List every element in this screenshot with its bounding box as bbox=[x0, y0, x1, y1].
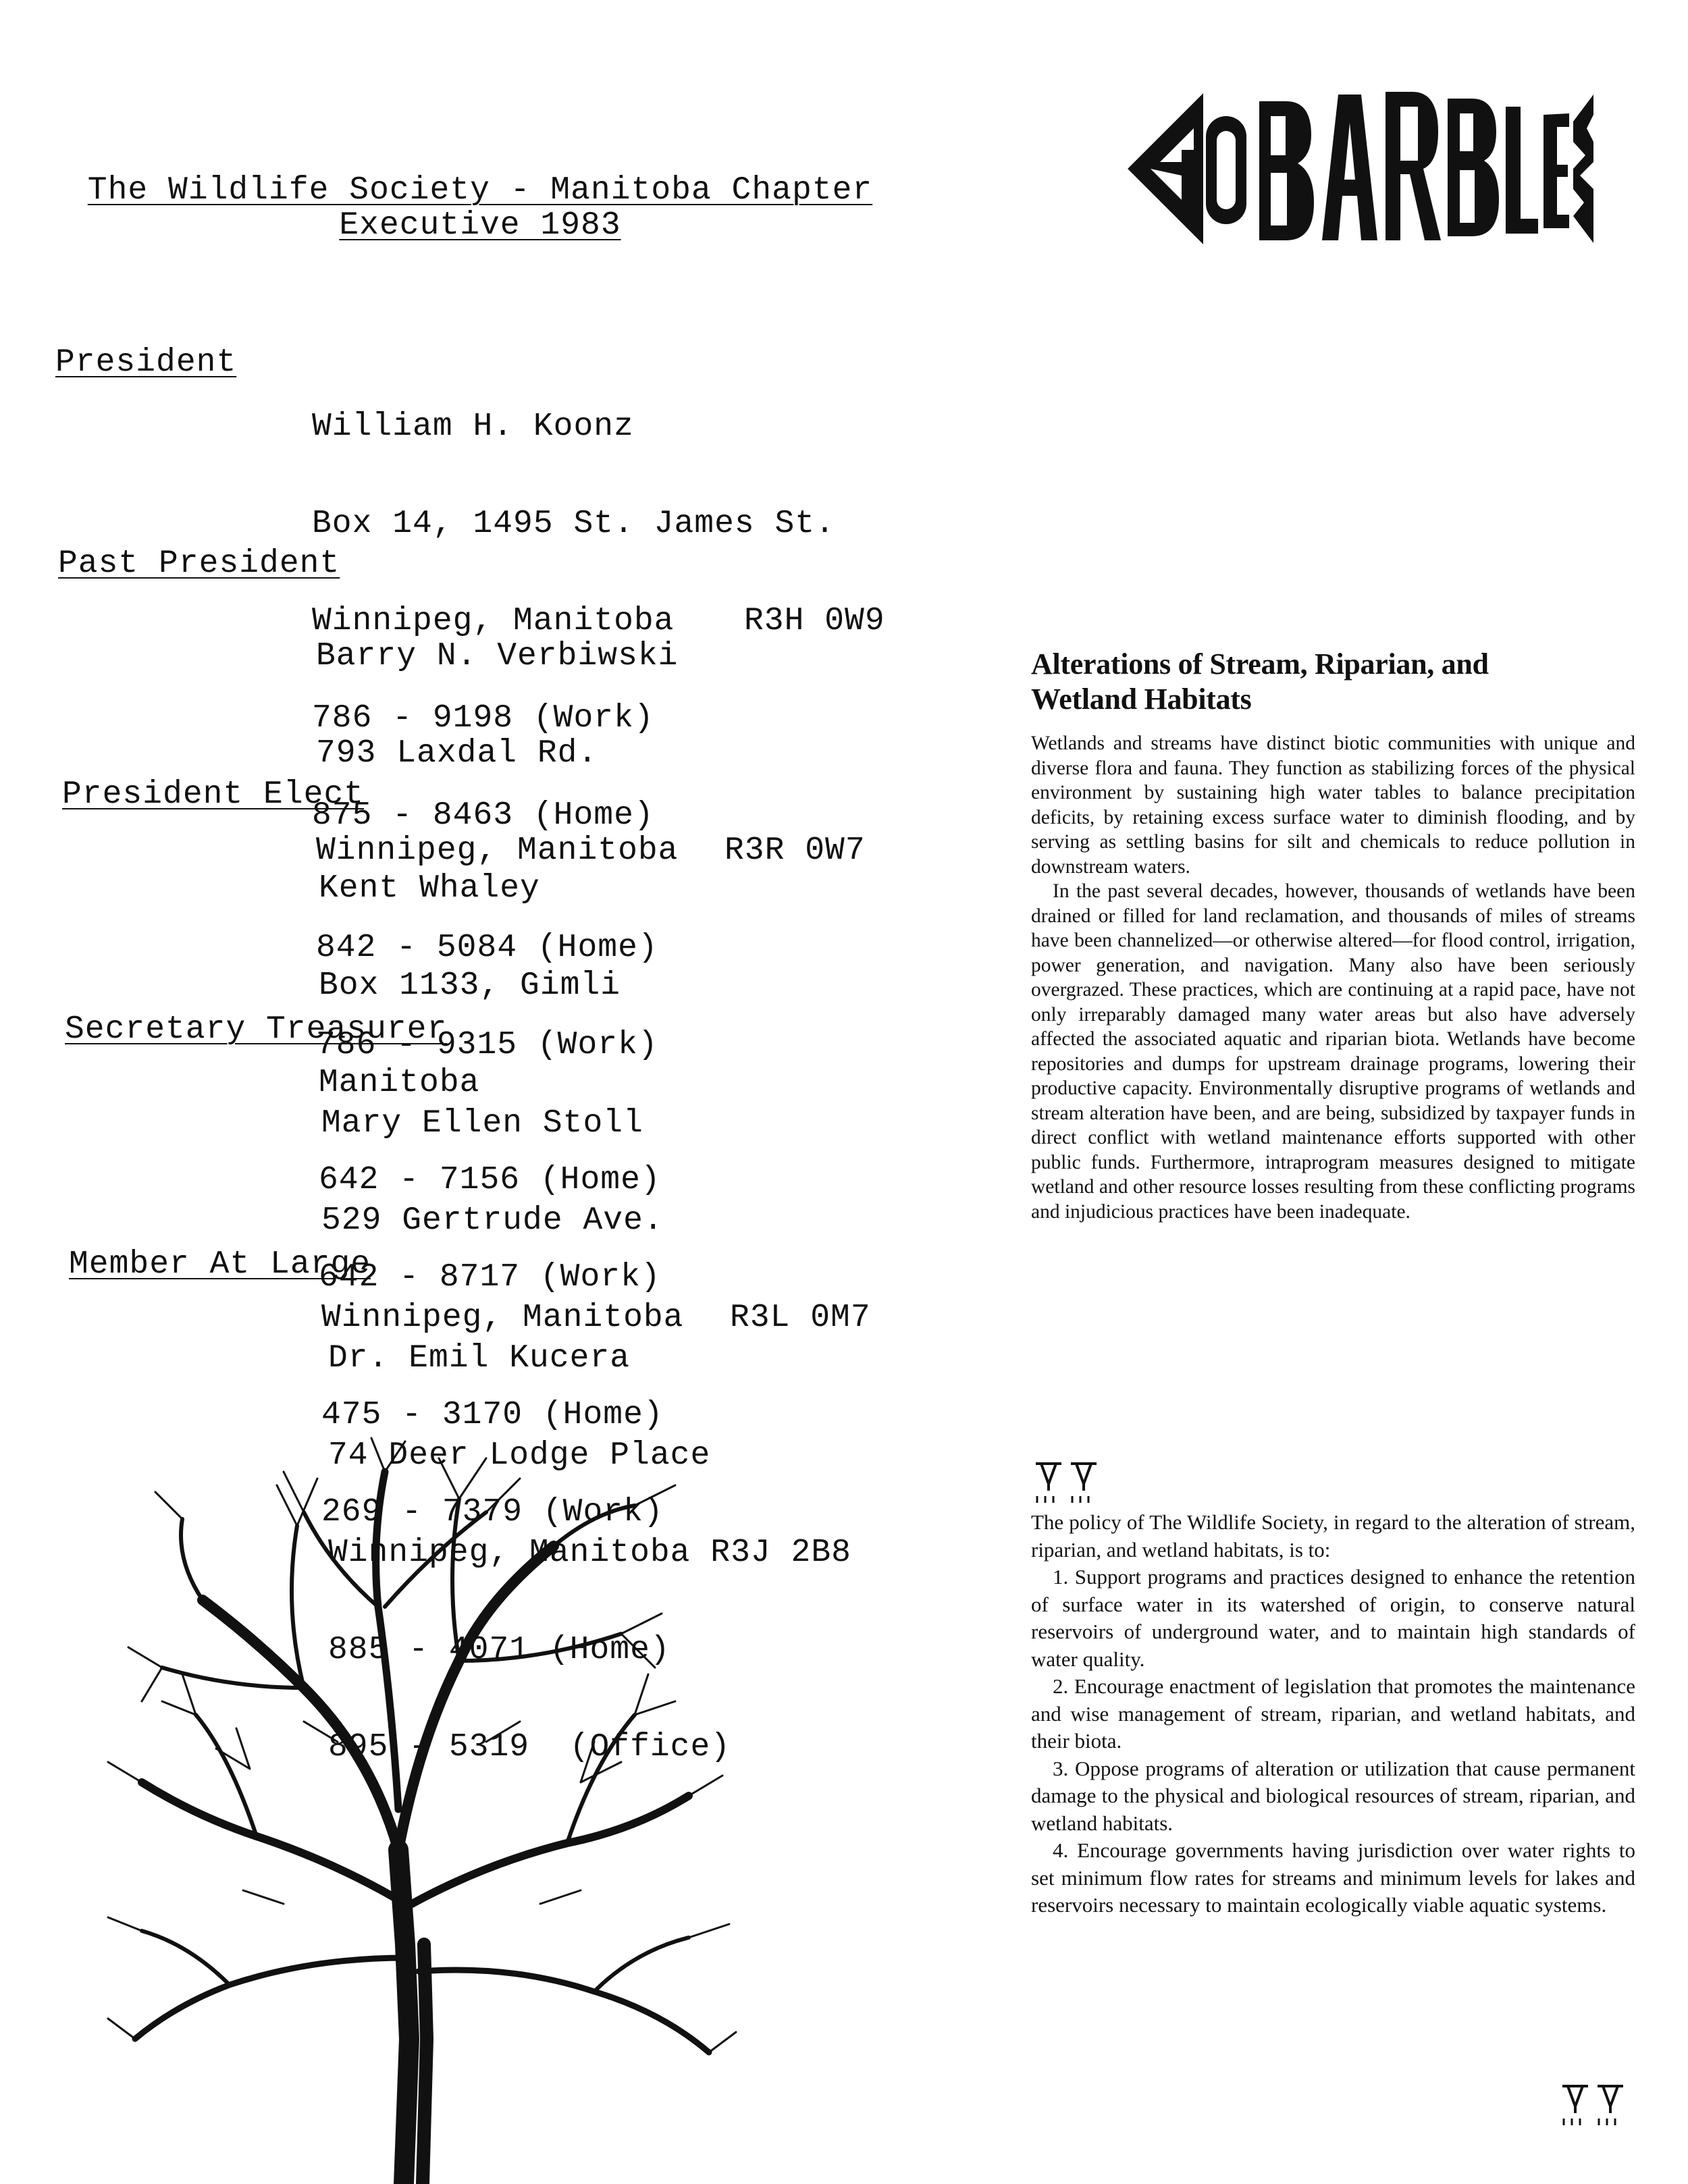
member-postal: R3H 0W9 bbox=[744, 603, 885, 639]
role-past-president: Past President bbox=[58, 545, 340, 582]
member-postal: R3L 0M7 bbox=[730, 1300, 871, 1336]
member-address: 529 Gertrude Ave. bbox=[321, 1202, 664, 1239]
member-phone-1: 842 - 5084 (Home) bbox=[316, 930, 658, 966]
ornament-end-icon bbox=[1558, 2079, 1633, 2127]
role-president-elect: President Elect bbox=[62, 776, 365, 813]
member-address: 793 Laxdal Rd. bbox=[316, 735, 598, 772]
member-name: William H. Koonz bbox=[312, 408, 634, 445]
heading-line-2: Executive 1983 bbox=[339, 207, 621, 244]
tree-illustration bbox=[81, 1431, 756, 2184]
member-city: Winnipeg, Manitoba bbox=[321, 1300, 684, 1336]
member-phone-1: 475 - 3170 (Home) bbox=[321, 1397, 664, 1433]
heading-line-1: The Wildlife Society - Manitoba Chapter bbox=[87, 172, 873, 209]
ornament-icon bbox=[1032, 1457, 1106, 1504]
member-phone-2: 269 - 7379 (Work) bbox=[321, 1494, 664, 1530]
chapter-heading bbox=[72, 173, 889, 243]
article-title-line-1: Alterations of Stream, Riparian, and bbox=[1031, 647, 1489, 681]
member-address: Box 14, 1495 St. James St. bbox=[312, 506, 835, 542]
member-postal: R3R 0W7 bbox=[724, 832, 866, 869]
member-phone-1: 885 - 4071 (Home) bbox=[328, 1632, 670, 1668]
member-phone-2: 875 - 8463 (Home) bbox=[312, 797, 654, 834]
member-city: Winnipeg, Manitoba bbox=[316, 832, 679, 869]
policy-item: 1. Support programs and practices designed to enhance the retention of surface water in its watershed of origin, to conserve natural reservoirs of underground water, and to maintain high standards of water quality. bbox=[1031, 1565, 1635, 1671]
member-phone-2: 642 - 8717 (Work) bbox=[319, 1259, 661, 1296]
policy-item: 2. Encourage enactment of legislation that promotes the maintenance and wise management of stream, riparian, and wetland habitats, and their biota. bbox=[1031, 1674, 1635, 1753]
member-phone-2: 895 - 5319 (Office) bbox=[328, 1729, 731, 1765]
role-member-at-large: Member At Large bbox=[69, 1246, 371, 1283]
member-city: Manitoba bbox=[319, 1065, 480, 1101]
member-name: Barry N. Verbiwski bbox=[316, 638, 679, 674]
member-address: 74 Deer Lodge Place bbox=[328, 1437, 711, 1474]
policy-item: 4. Encourage governments having jurisdiction over water rights to set minimum flow rates for streams and minimum levels for lakes and reservoirs necessary to maintain ecologically viable aquatic systems. bbox=[1031, 1838, 1635, 1917]
policy-intro: The policy of The Wildlife Society, in regard to the alteration of stream, riparian, and wetland habitats, is to: bbox=[1031, 1510, 1635, 1562]
member-phone-1: 786 - 9198 (Work) bbox=[312, 700, 654, 737]
role-secretary-treasurer: Secretary Treasurer bbox=[65, 1011, 448, 1048]
article-body bbox=[1031, 731, 1635, 1224]
member-name: Kent Whaley bbox=[319, 870, 540, 907]
go-barbless-logo bbox=[1121, 74, 1607, 263]
member-phone-2: 786 - 9315 (Work) bbox=[316, 1027, 658, 1063]
article-title-line-2: Wetland Habitats bbox=[1031, 683, 1252, 716]
member-address: Box 1133, Gimli bbox=[319, 967, 621, 1004]
member-name: Dr. Emil Kucera bbox=[328, 1340, 631, 1377]
member-city: Winnipeg, Manitoba bbox=[312, 603, 675, 639]
member-phone-1: 642 - 7156 (Home) bbox=[319, 1162, 661, 1198]
member-name: Mary Ellen Stoll bbox=[321, 1105, 643, 1142]
article-paragraph-1: Wetlands and streams have distinct biotic communities with unique and diverse flora and fauna. They function as stabilizing forces of the physical environment by sustaining high water tables to balance precipitation deficits, by retaining excess surface water to diminish flooding, and by serving as settling basins for silt and chemicals to reduce pollution in downstream waters. bbox=[1031, 733, 1635, 878]
article-title bbox=[1031, 647, 1639, 717]
member-city: Winnipeg, Manitoba R3J 2B8 bbox=[328, 1535, 851, 1571]
policy-item: 3. Oppose programs of alteration or utilization that cause permanent damage to the physical and biological resources of stream, riparian, and wetland habitats. bbox=[1031, 1756, 1635, 1835]
article-paragraph-2: In the past several decades, however, thousands of wetlands have been drained or filled for land reclamation, and thousands of miles of streams have been channelized—or otherwise altered—for flood control, irrigation, power generation, and navigation. Many also have been seriously overgrazed. These practices, which are continuing at a rapid pace, have not only irreparably damaged many water areas but also have adversely affected the associated aquatic and riparian biota. Wetlands have become repositories and dumps for upstream drainage programs, lowering their productive capacity. Environmentally disruptive programs of wetlands and stream alteration have been, and are being, subsidized by taxpayer funds in direct conflict with wetland maintenance efforts supported with other public funds. Furthermore, intraprogram measures designed to mitigate wetland and other resource losses resulting from these conflicting programs and injudicious practices have been inadequate. bbox=[1031, 880, 1635, 1223]
role-president: President bbox=[55, 344, 237, 381]
policy-section bbox=[1031, 1509, 1635, 1919]
